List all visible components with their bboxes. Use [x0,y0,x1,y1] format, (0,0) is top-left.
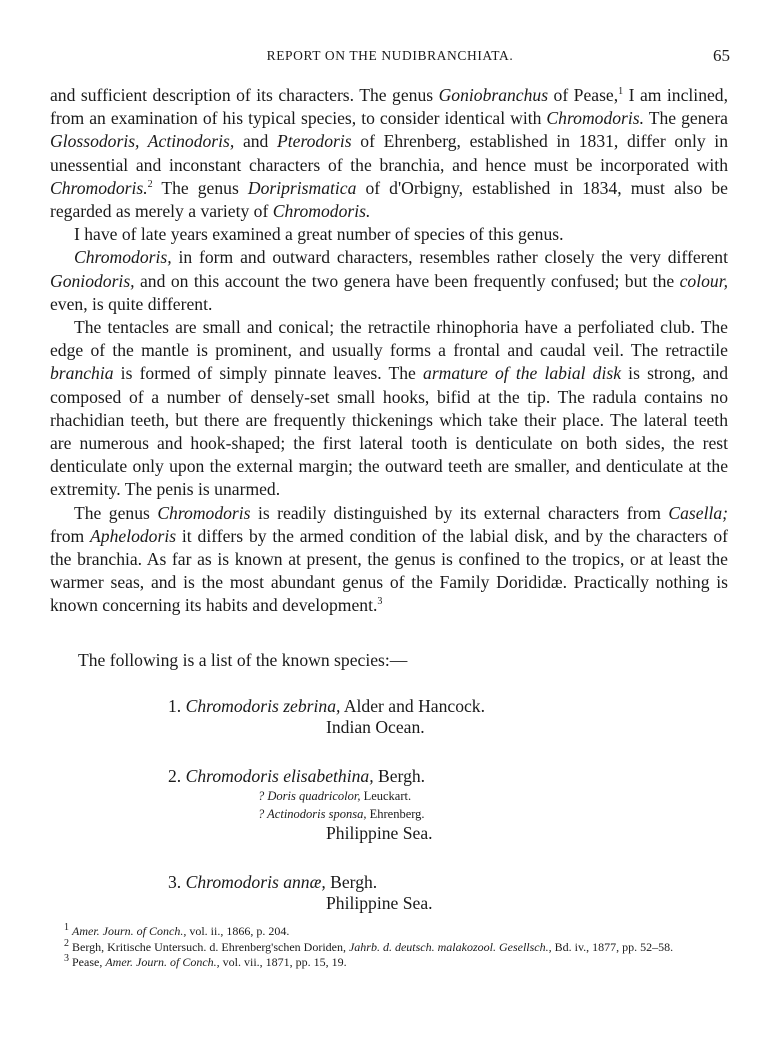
text-run: and sufficient description of its characters. The genus [50,85,439,105]
italic-run: Goniobranchus [438,85,549,105]
synonym-line [258,787,433,805]
text-run: Bd. iv., 1877, pp. 52–58. [551,939,674,954]
query-mark: ? [258,789,268,803]
italic-run: Jahrb. d. deutsch. malakozool. Gesellsch., [348,939,552,954]
paragraph-4 [50,316,728,502]
italic-run: branchia [50,363,114,384]
text-run: is strong, and composed of a number of densely-set small hooks, bifid at the tip. The radula contains no rhachidian teeth, but there are frequently thickenings which take their place. The lateral teeth are numerous and hook-shaped; the first lateral tooth is denticulate on both sides, the rest denticulate only upon the external margin; the outward teeth are smaller, and denticulate at the extremity. The penis is unarmed. [50,363,729,500]
query-mark: ? [258,807,268,821]
text-run: The genus [74,502,158,523]
text-run: of Pease, [548,85,619,105]
species-name: Chromodoris annæ, [185,872,326,892]
species-locality: Indian Ocean. [326,717,425,737]
text-run: is formed of simply pinnate leaves. The [113,363,424,384]
paragraph-1 [50,84,728,223]
species-list-intro: The following is a list of the known species:— [78,650,408,670]
synonym-name: Actinodoris sponsa, [267,807,367,821]
footnote-ref: 3 [377,596,383,608]
page-number: 65 [713,46,730,65]
italic-run: Chromodoris, [74,247,172,268]
text-run: vol. vii., 1871, pp. 15, 19. [219,955,347,969]
synonym-author: Leuckart. [360,789,412,803]
footnote-ref: 2 [147,178,153,190]
italic-run: Chromodoris. [50,177,148,198]
italic-run: armature of the labial disk [423,363,622,384]
text-run: Pease, [69,955,106,969]
species-number: 2. [168,766,182,786]
text-run: of Ehrenberg, established in 1831, differ only in unessential and inconstant characters of the branchia, and hence must be incorporated with [50,131,728,175]
species-locality: Philippine Sea. [326,893,433,913]
footnotes [50,924,728,971]
species-author: Bergh. [325,872,378,892]
species-entry-1 [168,696,485,738]
text-run: and [234,131,277,152]
footnote-mark: 2 [64,937,69,949]
text-run: is readily distinguished by its external characters from [250,502,669,523]
species-entry-3 [168,872,433,914]
species-number: 3. [168,872,182,892]
italic-run: Amer. Journ. of Conch., [72,924,187,938]
text-run: of d'Orbigny, established in 1834, must also be regarded as merely a variety of [50,177,728,222]
species-number: 1. [168,696,182,716]
italic-run: Goniodoris, [50,270,135,291]
italic-run: Chromodoris [157,502,251,523]
text-run: in form and outward characters, resembles rather closely the very different [171,247,728,268]
species-line [168,696,485,717]
text-run: from [50,525,91,546]
text-run: The tentacles are small and conical; the retractile rhinophoria have a perfoliated club. The edge of the mantle is prominent, and usually forms a frontal and caudal veil. The retractile [50,317,728,361]
italic-run: Chromodoris. [272,201,371,222]
footnote-ref: 1 [618,86,624,98]
text-run: and on this account the two genera have been frequently confused; but the [134,270,680,291]
footnote-2 [50,937,728,956]
species-locality: Philippine Sea. [326,823,433,843]
species-author: Alder and Hancock. [340,696,485,716]
running-title: REPORT ON THE NUDIBRANCHIATA. [266,48,514,63]
italic-run: Chromodoris. [546,108,645,129]
species-line [168,766,433,787]
text-run: vol. ii., 1866, p. 204. [186,924,290,938]
species-name: Chromodoris elisabethina, [185,766,374,786]
species-entry-2 [168,766,433,844]
paragraph-3 [50,246,728,316]
footnote-mark: 1 [64,922,69,933]
synonym-line [258,805,433,823]
italic-run: Doriprismatica [247,177,357,198]
synonym-name: Doris quadricolor, [267,789,361,803]
italic-run: Aphelodoris [90,525,177,546]
body-text [50,84,728,618]
footnote-mark: 3 [64,953,69,964]
text-run: I am inclined, from an examination of his typical species, to consider identical with [50,85,728,129]
text-run: Bergh, Kritische Untersuch. d. Ehrenberg'schen Doriden, [69,939,349,954]
text-run: The genus [152,177,248,198]
footnote-3 [50,955,728,971]
italic-run: Glossodoris, Actinodoris, [50,131,235,152]
text-run: it differs by the armed condition of the labial disk, and by the characters of the branchia. As far as is known at present, the genus is confined to the tropics, or at least the warmer seas, and is the most abundant genus of the Family Dorididæ. Practically nothing is known concerning its habits and development. [50,525,728,616]
text-run: The genera [644,108,728,129]
species-line [168,872,433,893]
italic-run: Amer. Journ. of Conch., [105,955,220,969]
footnote-1 [50,924,728,940]
text-run: even, is quite different. [50,293,213,314]
italic-run: Casella; [668,502,728,523]
italic-run: Pterodoris [277,131,352,152]
species-author: Bergh. [373,766,426,786]
paragraph-5 [50,502,728,618]
paragraph-2: I have of late years examined a great number of species of this genus. [74,224,564,245]
synonym-author: Ehrenberg. [366,807,425,821]
page-header [50,48,730,68]
species-name: Chromodoris zebrina, [185,696,341,716]
italic-run: colour, [679,270,728,291]
